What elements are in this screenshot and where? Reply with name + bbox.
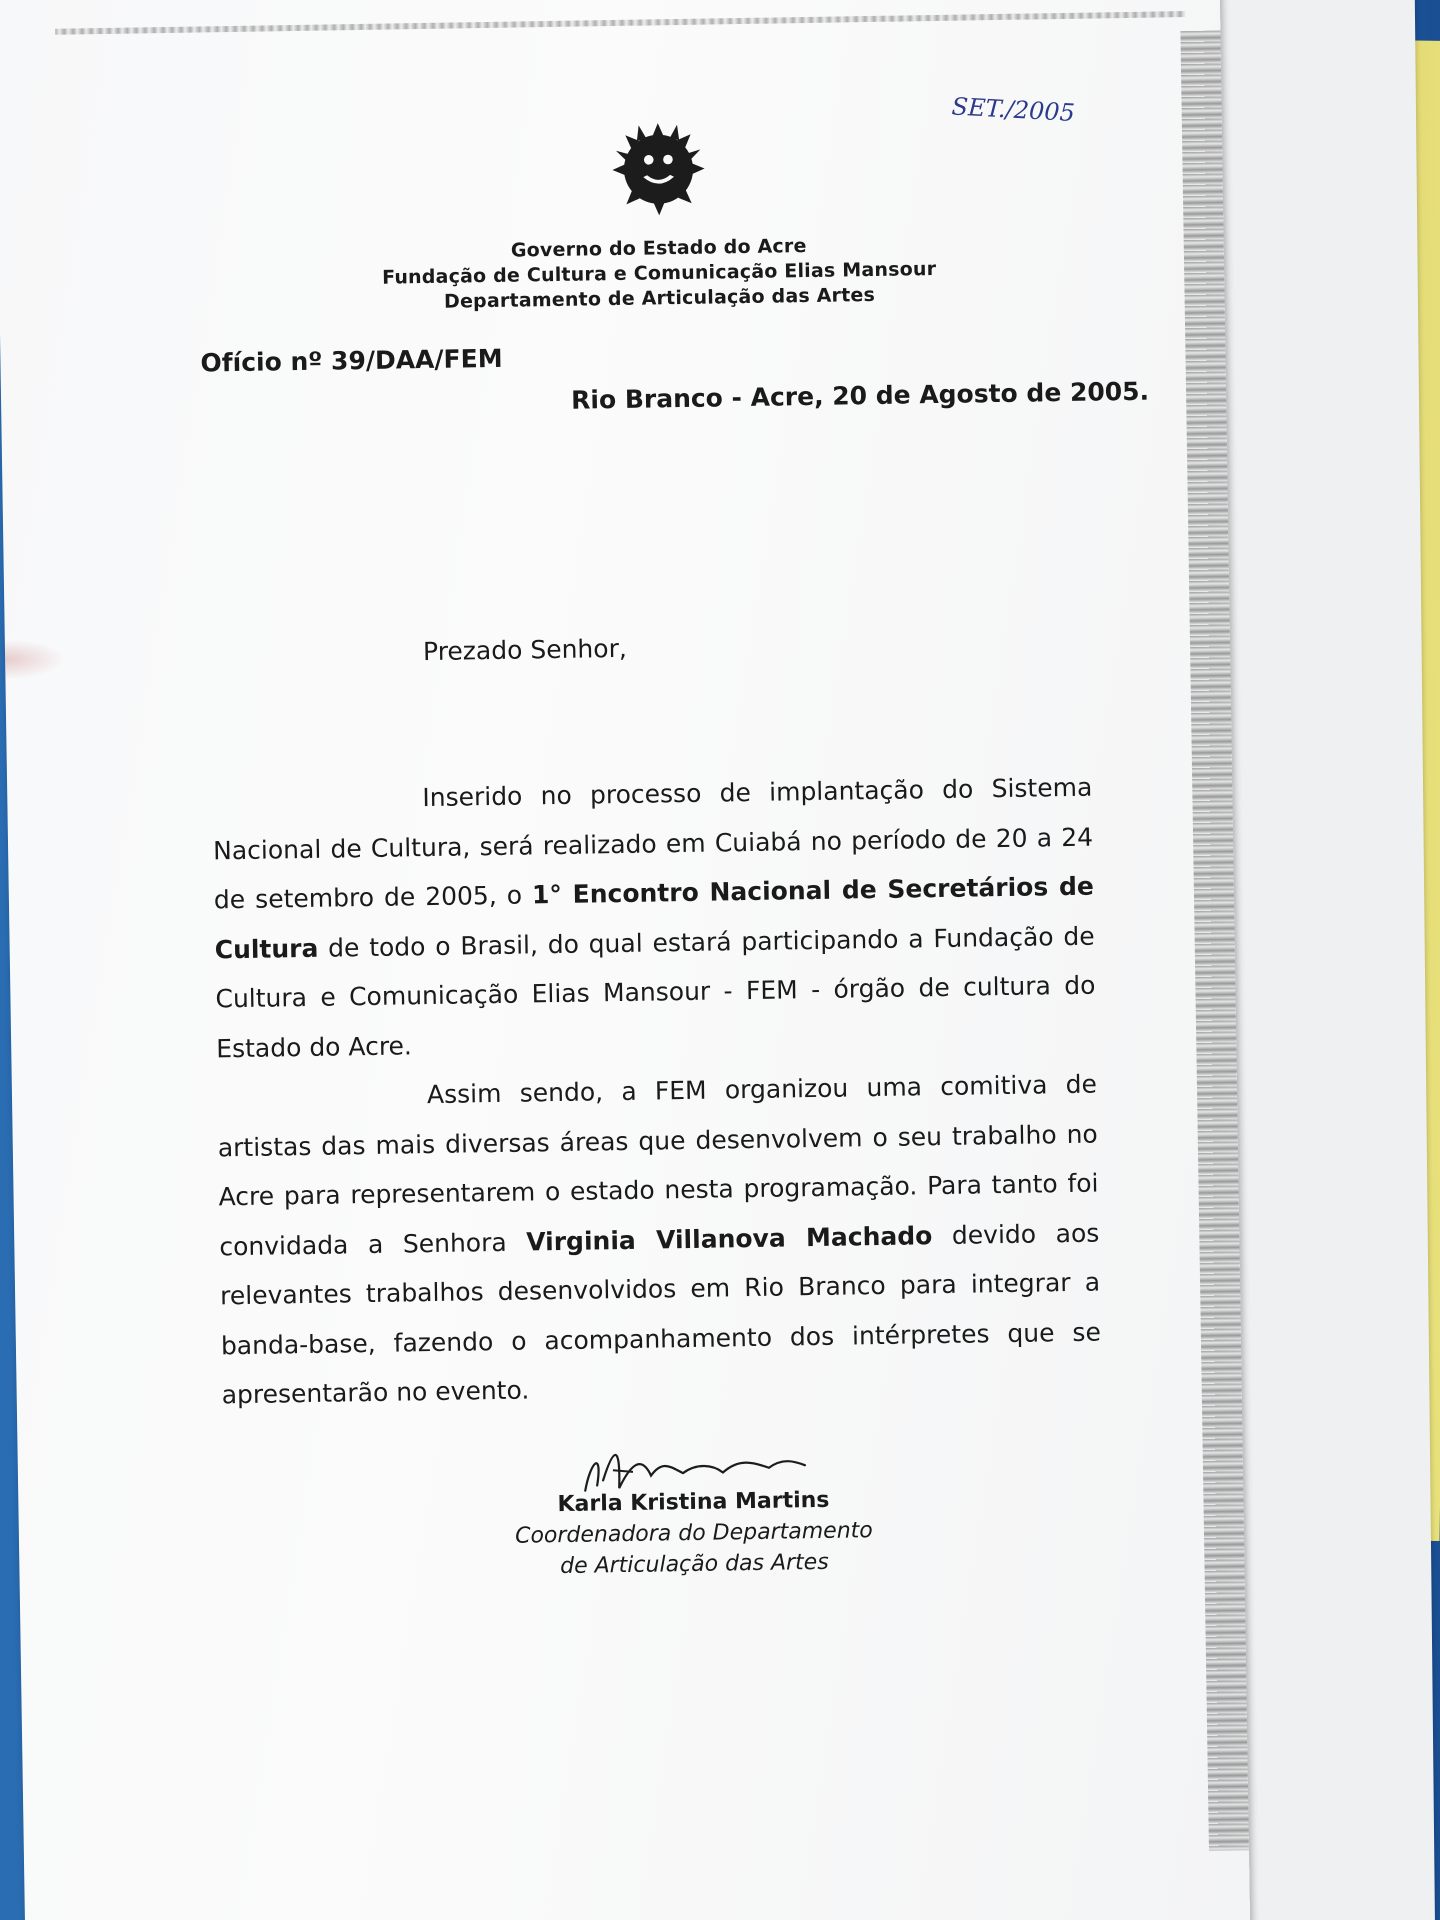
event-name: 1° Encontro Nacional de Secretários de Cultura <box>214 871 1095 964</box>
letterhead-government: Governo do Estado do Acre <box>510 235 807 262</box>
letterhead-foundation: Fundação de Cultura e Comunicação Elias Mansour <box>381 257 937 289</box>
paragraph-1 <box>212 763 1097 1074</box>
letterhead <box>359 232 960 316</box>
signer-role-line1: Coordenadora do Departamento <box>514 1518 873 1549</box>
paragraph-1-text-b: de todo o Brasil, do qual estará participando a Fundação de Cultura e Comunicação Elias Mansour - FEM - órgão de cultura do Estado do Acre. <box>215 921 1096 1063</box>
paragraph-1-text-a: Inserido no processo de implantação do Sistema Nacional de Cultura, será realizado em Cuiabá no período de 20 a 24 de setembro de 2005, o <box>212 772 1094 915</box>
signature-block <box>503 1484 884 1583</box>
paragraph-2 <box>217 1060 1102 1420</box>
paragraph-2-text-b: devido aos relevantes trabalhos desenvolvidos em Rio Branco para integrar a banda-base, fazendo o acompanhamento dos intérpretes que se apresentarão no evento. <box>219 1218 1102 1410</box>
greeting: Prezado Senhor, <box>422 633 628 667</box>
place-date: Rio Branco - Acre, 20 de Agosto de 2005. <box>570 376 1150 415</box>
paragraph-2-text-a: Assim sendo, a FEM organizou uma comitiva de artistas das mais diversas áreas que desenvolvem o seu trabalho no Acre para representarem o estado nesta programação. Para tanto foi convidada a Senhora <box>217 1069 1099 1261</box>
invitee-name: Virginia Villanova Machado <box>526 1220 933 1257</box>
letterhead-department: Departamento de Articulação das Artes <box>443 283 876 313</box>
letter-reference: Ofício nº 39/DAA/FEM <box>200 343 503 378</box>
signer-role-line2: de Articulação das Artes <box>559 1549 829 1580</box>
handwritten-date-note: SET./2005 <box>950 92 1076 128</box>
letter-body <box>212 763 1102 1420</box>
government-emblem-icon <box>610 119 707 216</box>
signer-name: Karla Kristina Martins <box>557 1487 830 1518</box>
